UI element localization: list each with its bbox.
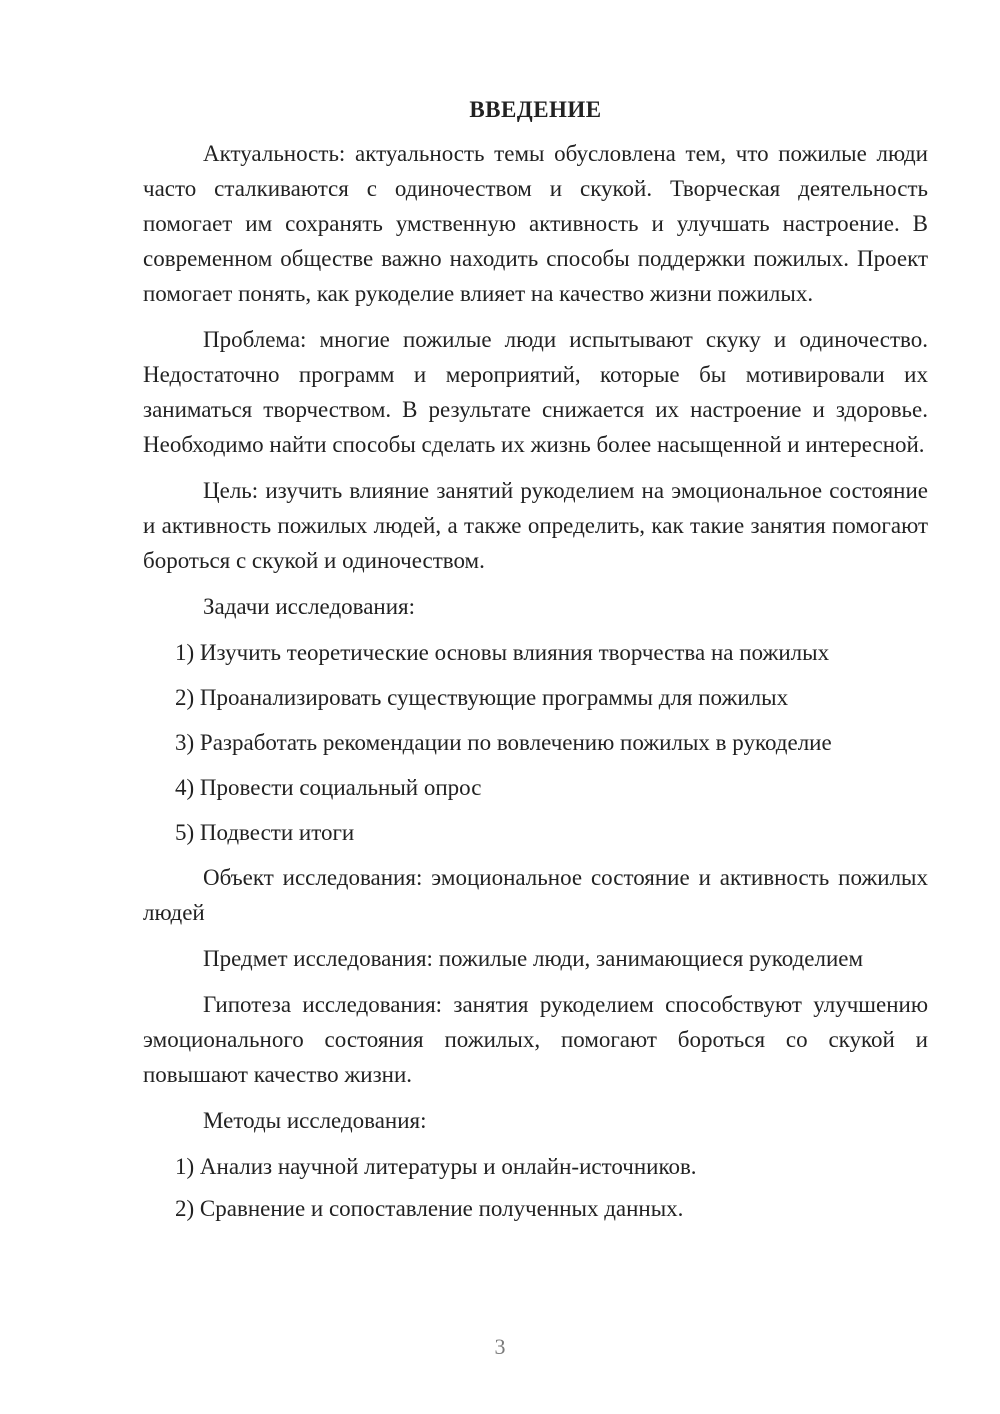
task-item: 2) Проанализировать существующие программы для пожилых — [175, 685, 789, 710]
methods-list — [143, 1149, 928, 1226]
object-paragraph: Объект исследования: эмоциональное состояние и активность пожилых людей — [143, 865, 928, 925]
problem-paragraph: Проблема: многие пожилые люди испытывают скуку и одиночество. Недостаточно программ и мероприятий, которые бы мотивировали их заниматься творчеством. В результате снижается их настроение и здоровье. Необходимо найти способы сделать их жизнь более насыщенной и интересной. — [143, 327, 928, 457]
method-item: 2) Сравнение и сопоставление полученных данных. — [175, 1196, 684, 1221]
task-item: 4) Провести социальный опрос — [175, 775, 482, 800]
section-title: ВВЕДЕНИЕ — [469, 97, 602, 122]
task-item: 3) Разработать рекомендации по вовлечению пожилых в рукоделие — [175, 730, 832, 755]
tasks-heading: Задачи исследования: — [203, 594, 416, 619]
methods-heading: Методы исследования: — [203, 1108, 427, 1133]
task-item: 5) Подвести итоги — [175, 820, 355, 845]
task-item: 1) Изучить теоретические основы влияния творчества на пожилых — [175, 640, 830, 665]
method-item: 1) Анализ научной литературы и онлайн-источников. — [175, 1154, 697, 1179]
hypothesis-paragraph: Гипотеза исследования: занятия рукоделием способствуют улучшению эмоционального состояния пожилых, помогают бороться со скукой и повышают качество жизни. — [143, 992, 928, 1087]
page-number: 3 — [494, 1334, 506, 1359]
goal-paragraph: Цель: изучить влияние занятий рукоделием на эмоциональное состояние и активность пожилых людей, а также определить, как такие занятия помогают бороться с скукой и одиночеством. — [143, 478, 928, 573]
relevance-paragraph: Актуальность: актуальность темы обусловлена тем, что пожилые люди часто сталкиваются с одиночеством и скукой. Творческая деятельность помогает им сохранять умственную активность и улучшать настроение. В современном обществе важно находить способы поддержки пожилых. Проект помогает понять, как рукоделие влияет на качество жизни пожилых. — [143, 141, 928, 306]
subject-paragraph: Предмет исследования: пожилые люди, занимающиеся рукоделием — [203, 946, 864, 971]
tasks-list — [143, 635, 928, 850]
document-page — [143, 92, 928, 1233]
